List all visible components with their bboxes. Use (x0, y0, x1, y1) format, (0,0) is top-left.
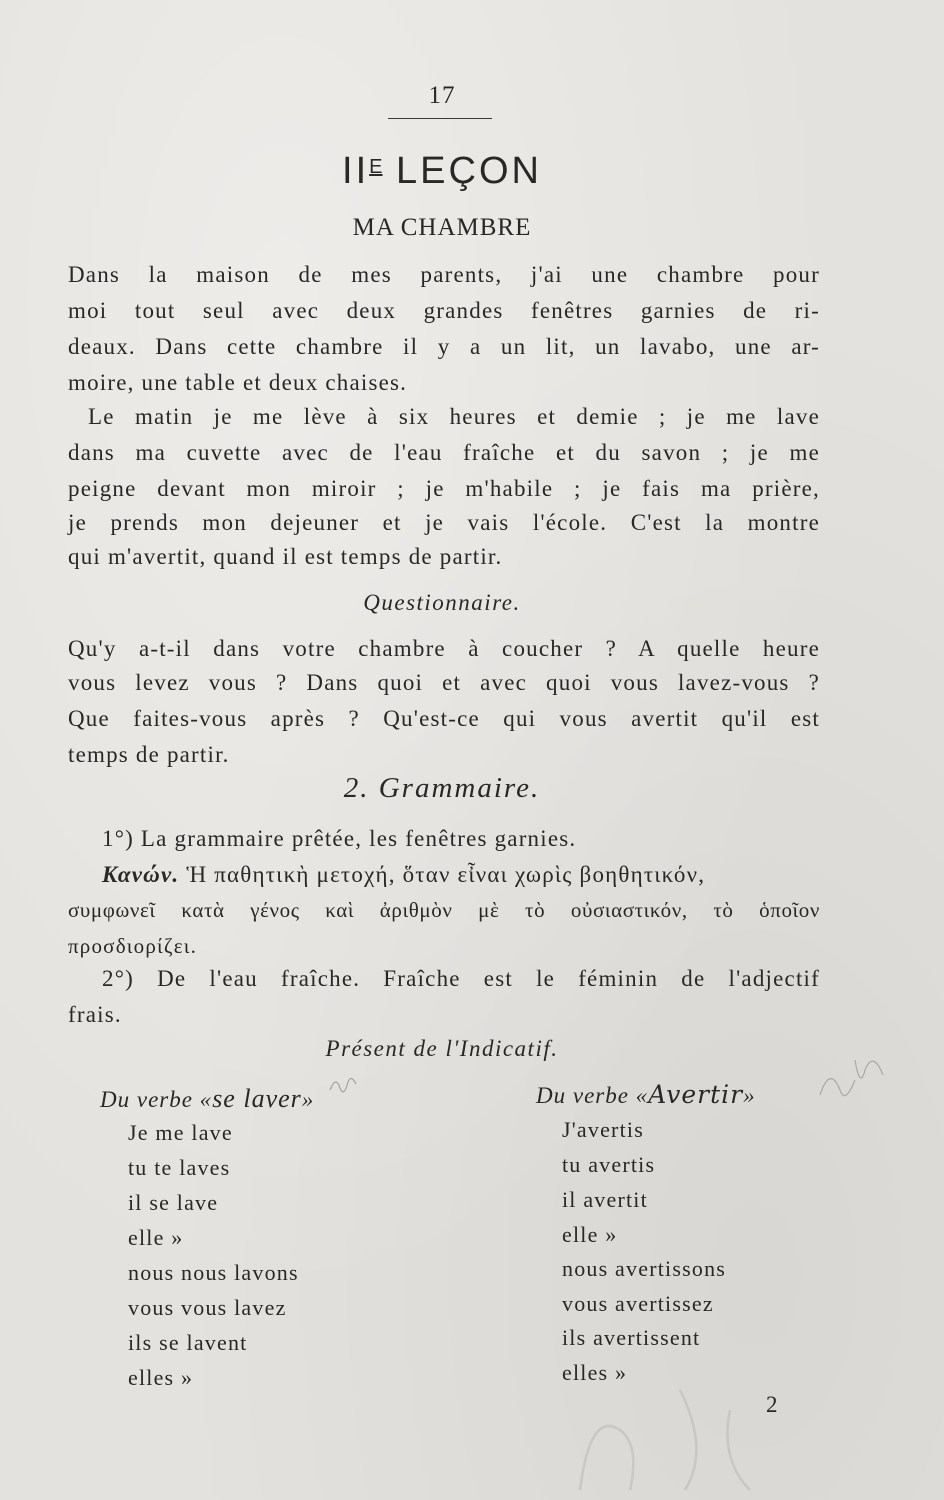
kanon-line: προσδιορίζει. (68, 934, 198, 958)
left-conjugation-form: elles » (128, 1365, 194, 1390)
left-verb-heading (100, 1084, 314, 1114)
right-conjugation-form: elle » (562, 1222, 618, 1247)
right-conjugation-form: nous avertissons (562, 1256, 727, 1281)
text-line: moire, une table et deux chaises. (68, 370, 408, 395)
left-conjugation-form: ils se lavent (128, 1330, 248, 1355)
right-conjugation-form: vous avertissez (562, 1291, 714, 1316)
text-line: deaux. Dans cette chambre il y a un lit, un lavabo, une ar- (68, 334, 820, 359)
lesson-word: LEÇON (396, 150, 542, 192)
text-line: moi tout seul avec deux grandes fenêtres garnies de ri- (68, 298, 820, 323)
right-conjugation-form: tu avertis (562, 1152, 656, 1177)
left-conjugation-form: elle » (128, 1225, 184, 1250)
left-conjugation-form: il se lave (128, 1190, 219, 1215)
right-verb-suffix: » (743, 1083, 756, 1108)
question-line: vous levez vous ? Dans quoi et avec quoi vous lavez-vous ? (68, 670, 820, 695)
lesson-ordinal-suffix: E (369, 156, 383, 178)
grammar-heading: 2. Grammaire. (343, 772, 541, 804)
present-indicative-heading: Présent de l'Indicatif. (325, 1036, 559, 1061)
right-conjugation-form: J'avertis (562, 1117, 644, 1142)
kanon-label: Κανών. (102, 862, 180, 887)
lesson-ordinal: II (342, 150, 370, 192)
right-conjugation-form: elles » (562, 1360, 628, 1385)
grammar-rule-2: 2°) De l'eau fraîche. Fraîche est le féminin de l'adjectif (102, 966, 820, 991)
signature-number: 2 (766, 1392, 778, 1417)
text-line: qui m'avertit, quand il est temps de partir. (68, 544, 503, 569)
pencil-bleed-icon (560, 1370, 800, 1498)
text-line: Le matin je me lève à six heures et demie ; je me lave (88, 404, 820, 429)
left-verb-name: se laver (212, 1084, 302, 1113)
page-number: 17 (428, 82, 456, 109)
right-conjugation-form: ils avertissent (562, 1325, 701, 1350)
left-verb-prefix: Du verbe « (100, 1087, 213, 1112)
question-line: Qu'y a-t-il dans votre chambre à coucher ? A quelle heure (68, 636, 820, 661)
right-verb-heading (536, 1080, 756, 1109)
text-line: je prends mon dejeuner et je vais l'école. C'est la montre (68, 510, 820, 535)
kanon-text: Ἡ παθητικὴ μετοχή, ὅταν εἶναι χωρὶς βοηθητικόν, (186, 862, 706, 887)
lesson-subtitle: MA CHAMBRE (352, 214, 532, 241)
pencil-mark-icon (300, 1060, 380, 1100)
grammar-rule-1: 1°) La grammaire prêtée, les fenêtres garnies. (102, 826, 577, 851)
questionnaire-heading: Questionnaire. (363, 590, 521, 615)
text-line: dans ma cuvette avec de l'eau fraîche et du savon ; je me (68, 440, 820, 465)
text-line: peigne devant mon miroir ; je m'habile ; je fais ma prière, (68, 476, 820, 501)
pencil-scribble-icon (760, 1040, 890, 1130)
header-rule (388, 118, 492, 119)
text-line: Dans la maison de mes parents, j'ai une chambre pour (68, 262, 820, 287)
left-conjugation-form: Je me lave (128, 1120, 233, 1145)
left-conjugation-form: vous vous lavez (128, 1295, 287, 1320)
left-verb-suffix: » (301, 1087, 315, 1112)
right-conjugation-form: il avertit (562, 1187, 648, 1212)
left-conjugation-form: tu te laves (128, 1155, 231, 1180)
right-verb-prefix: Du verbe « (536, 1083, 649, 1108)
grammar-rule-2: frais. (68, 1002, 122, 1027)
left-conjugation-form: nous nous lavons (128, 1260, 299, 1285)
question-line: Que faites-vous après ? Qu'est-ce qui vous avertit qu'il est (68, 706, 820, 731)
lesson-title (0, 150, 884, 193)
kanon-line (102, 862, 820, 888)
kanon-line: συμφωνεῖ κατὰ γένος καὶ ἀριθμὸν μὲ τὸ οὐσιαστικόν, τὸ ὁποῖον (68, 898, 820, 922)
question-line: temps de partir. (68, 742, 230, 767)
right-verb-name: Avertir (648, 1080, 744, 1109)
